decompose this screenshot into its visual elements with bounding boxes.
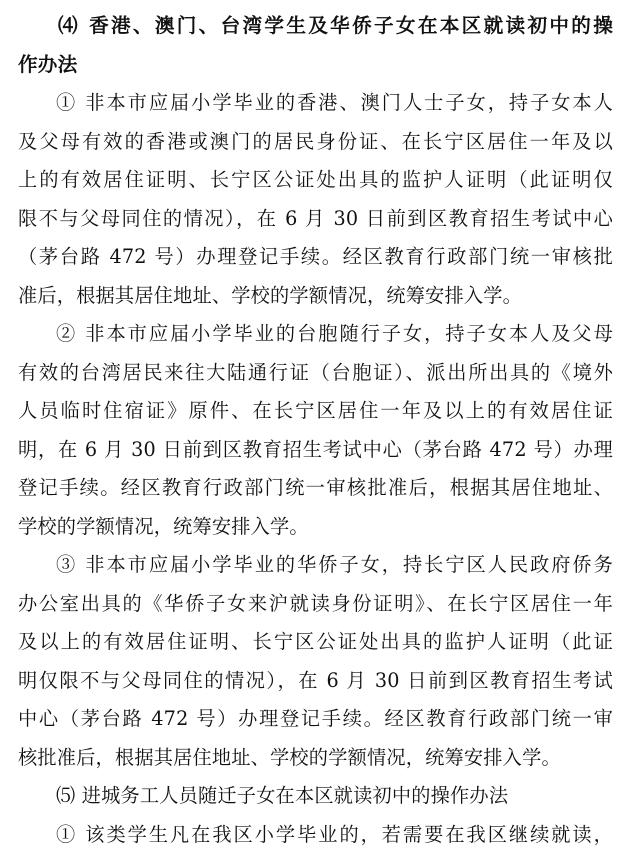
paragraph-1-line-1: ① 非本市应届小学毕业的香港、澳门人士子女，持子女本人	[56, 91, 613, 114]
paragraph-3-line-1: ③ 非本市应届小学毕业的华侨子女，持长宁区人民政府侨务	[56, 553, 613, 576]
paragraph-3-line-5: 中心（茅台路 472 号）办理登记手续。经区教育行政部门统一审	[18, 707, 613, 730]
paragraph-2-line-1: ② 非本市应届小学毕业的台胞随行子女，持子女本人及父母	[56, 322, 613, 345]
paragraph-4-line-1: ① 该类学生凡在我区小学毕业的，若需要在我区继续就读，	[56, 823, 613, 846]
paragraph-2-line-2: 有效的台湾居民来往大陆通行证（台胞证）、派出所出具的《境外	[18, 361, 613, 384]
paragraph-1-line-3: 上的有效居住证明、长宁区公证处出具的监护人证明（此证明仅	[18, 168, 613, 191]
section-heading-4-continued: 作办法	[18, 53, 78, 76]
paragraph-1-line-2: 及父母有效的香港或澳门的居民身份证、在长宁区居住一年及以	[18, 130, 613, 153]
paragraph-1-line-6: 准后，根据其居住地址、学校的学额情况，统筹安排入学。	[18, 284, 523, 307]
paragraph-3-line-6: 核批准后，根据其居住地址、学校的学额情况，统筹安排入学。	[18, 746, 561, 769]
paragraph-3-line-2: 办公室出具的《华侨子女来沪就读身份证明》、在长宁区居住一年	[18, 592, 613, 615]
paragraph-1-line-5: （茅台路 472 号）办理登记手续。经区教育行政部门统一审核批	[18, 245, 613, 268]
paragraph-3-line-3: 及以上的有效居住证明、长宁区公证处出具的监护人证明（此证	[18, 630, 613, 653]
paragraph-3-line-4: 明仅限不与父母同住的情况），在 6 月 30 日前到区教育招生考试	[18, 669, 613, 692]
paragraph-2-line-4: 明，在 6 月 30 日前到区教育招生考试中心（茅台路 472 号）办理	[18, 438, 613, 461]
paragraph-2-line-6: 学校的学额情况，统筹安排入学。	[18, 515, 309, 538]
section-heading-5: ⑸ 进城务工人员随迁子女在本区就读初中的操作办法	[56, 784, 509, 807]
section-heading-4: ⑷ 香港、澳门、台湾学生及华侨子女在本区就读初中的操	[58, 14, 613, 37]
paragraph-1-line-4: 限不与父母同住的情况），在 6 月 30 日前到区教育招生考试中心	[18, 207, 613, 230]
paragraph-2-line-3: 人员临时住宿证》原件、在长宁区居住一年及以上的有效居住证	[18, 399, 613, 422]
paragraph-2-line-5: 登记手续。经区教育行政部门统一审核批准后，根据其居住地址、	[18, 476, 613, 499]
